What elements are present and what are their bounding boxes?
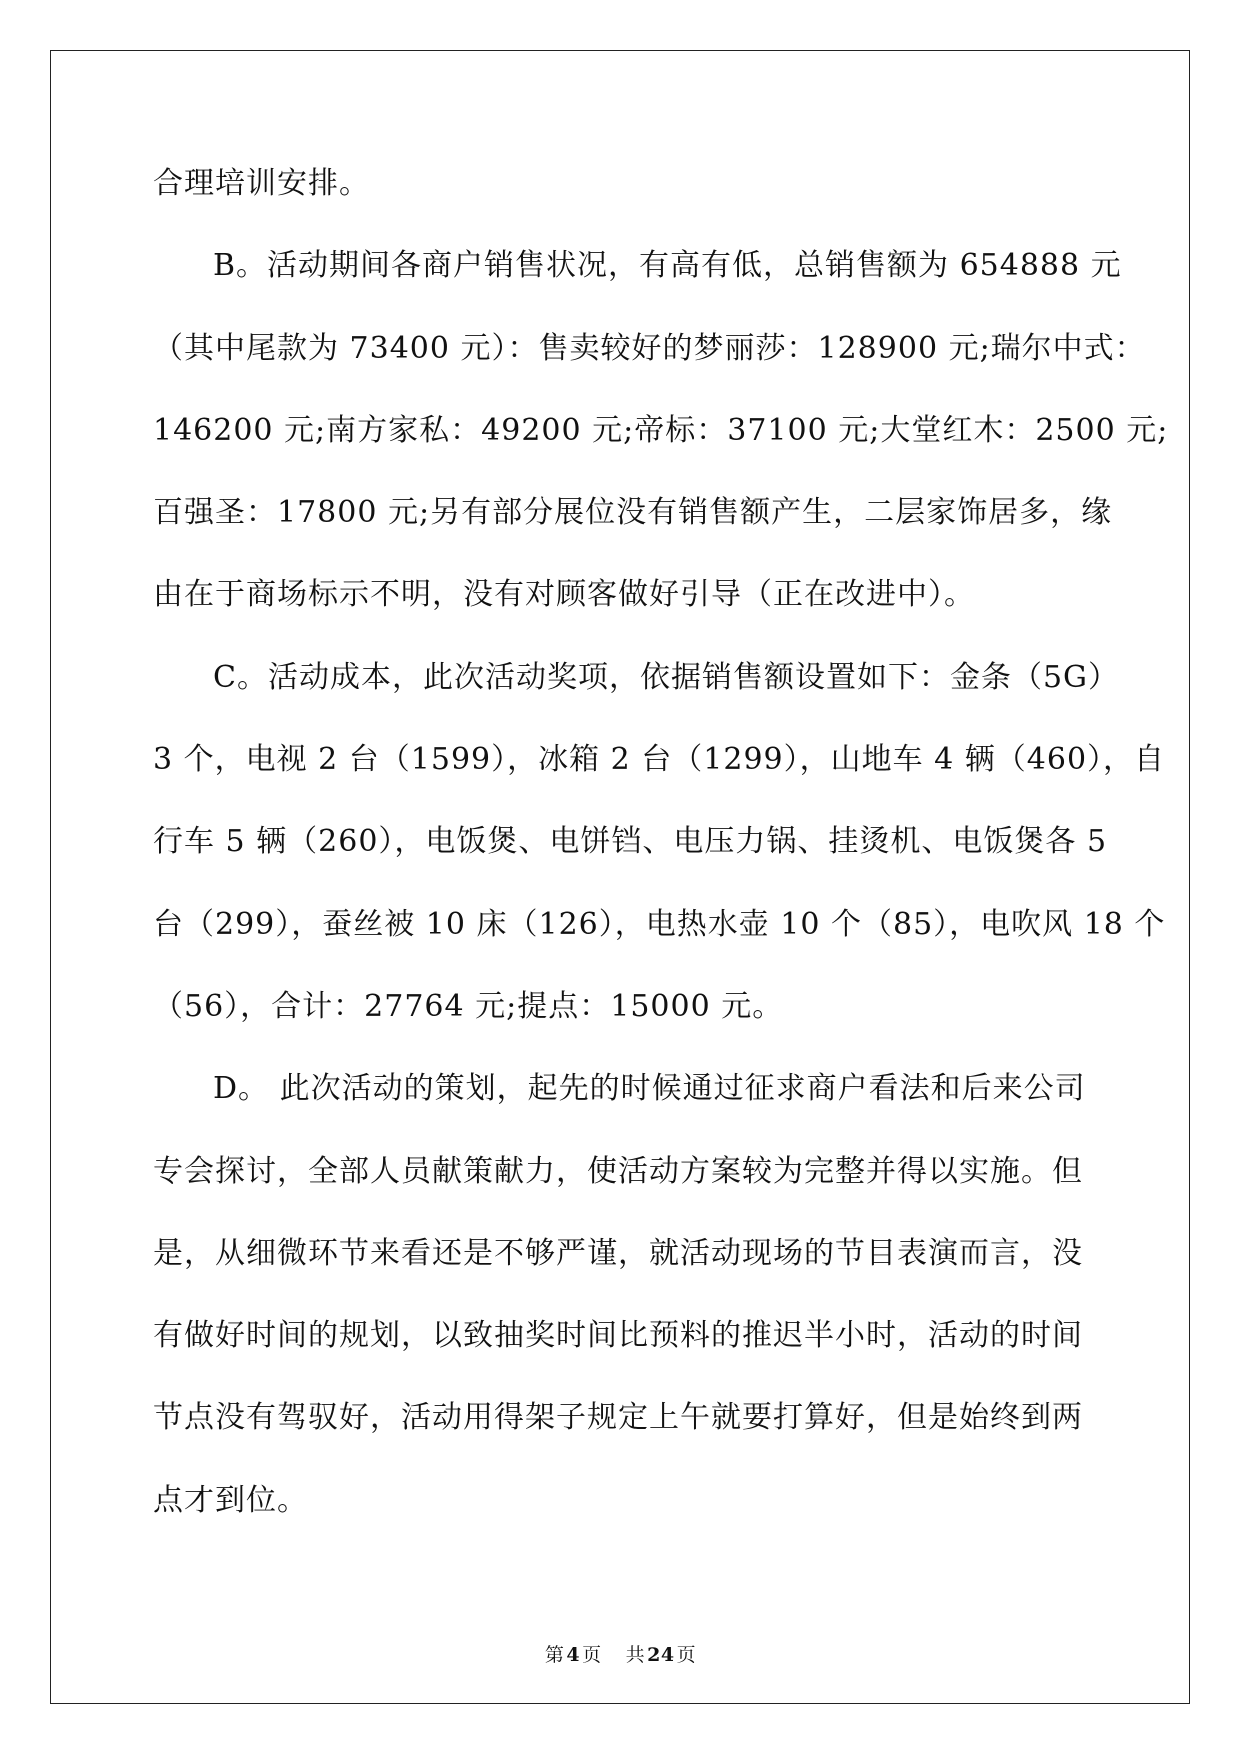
paragraph-line: 行车 5 辆（260），电饭煲、电饼铛、电压力锅、挂烫机、电饭煲各 5 [153,824,1108,860]
page-suffix: 页 [582,1644,602,1666]
page-footer [0,1640,1241,1667]
page-prefix: 第 [544,1644,565,1666]
paragraph-line: 由在于商场标示不明，没有对顾客做好引导（正在改进中）。 [153,577,975,613]
paragraph-line: D。 此次活动的策划，起先的时候通过征求商户看法和后来公司 [213,1071,1086,1107]
paragraph-line: 合理培训安排。 [153,166,370,201]
paragraph-line: C。活动成本，此次活动奖项，依据销售额设置如下：金条（5G） [213,659,1120,695]
paragraph-line: 是，从细微环节来看还是不够严谨，就活动现场的节目表演而言，没 [153,1235,1083,1271]
document-body [153,164,1169,1563]
paragraph-line: 146200 元;南方家私：49200 元;帝标：37100 元;大堂红木：2500 元; [153,412,1169,448]
paragraph-line: B。活动期间各商户销售状况，有高有低，总销售额为 654888 元 [213,248,1122,284]
page-number: 4 [566,1644,581,1666]
paragraph-line: （其中尾款为 73400 元）：售卖较好的梦丽莎：128900 元;瑞尔中式： [153,330,1146,366]
paragraph-line: 台（299），蚕丝被 10 床（126），电热水壶 10 个（85），电吹风 18 个 [153,906,1166,942]
total-prefix: 共 [625,1644,646,1666]
total-pages: 24 [647,1644,675,1666]
total-suffix: 页 [676,1644,697,1666]
paragraph-line: 点才到位。 [153,1482,308,1518]
paragraph-line: （56），合计：27764 元;提点：15000 元。 [153,988,784,1024]
paragraph-line: 3 个，电视 2 台（1599），冰箱 2 台（1299），山地车 4 辆（460），自 [153,742,1166,778]
paragraph-line: 有做好时间的规划，以致抽奖时间比预料的推迟半小时，活动的时间 [153,1318,1083,1354]
paragraph-line: 百强圣：17800 元;另有部分展位没有销售额产生，二层家饰居多，缘 [153,495,1113,531]
paragraph-line: 节点没有驾驭好，活动用得架子规定上午就要打算好，但是始终到两 [153,1400,1083,1436]
paragraph-line: 专会探讨，全部人员献策献力，使活动方案较为完整并得以实施。但 [153,1153,1083,1189]
